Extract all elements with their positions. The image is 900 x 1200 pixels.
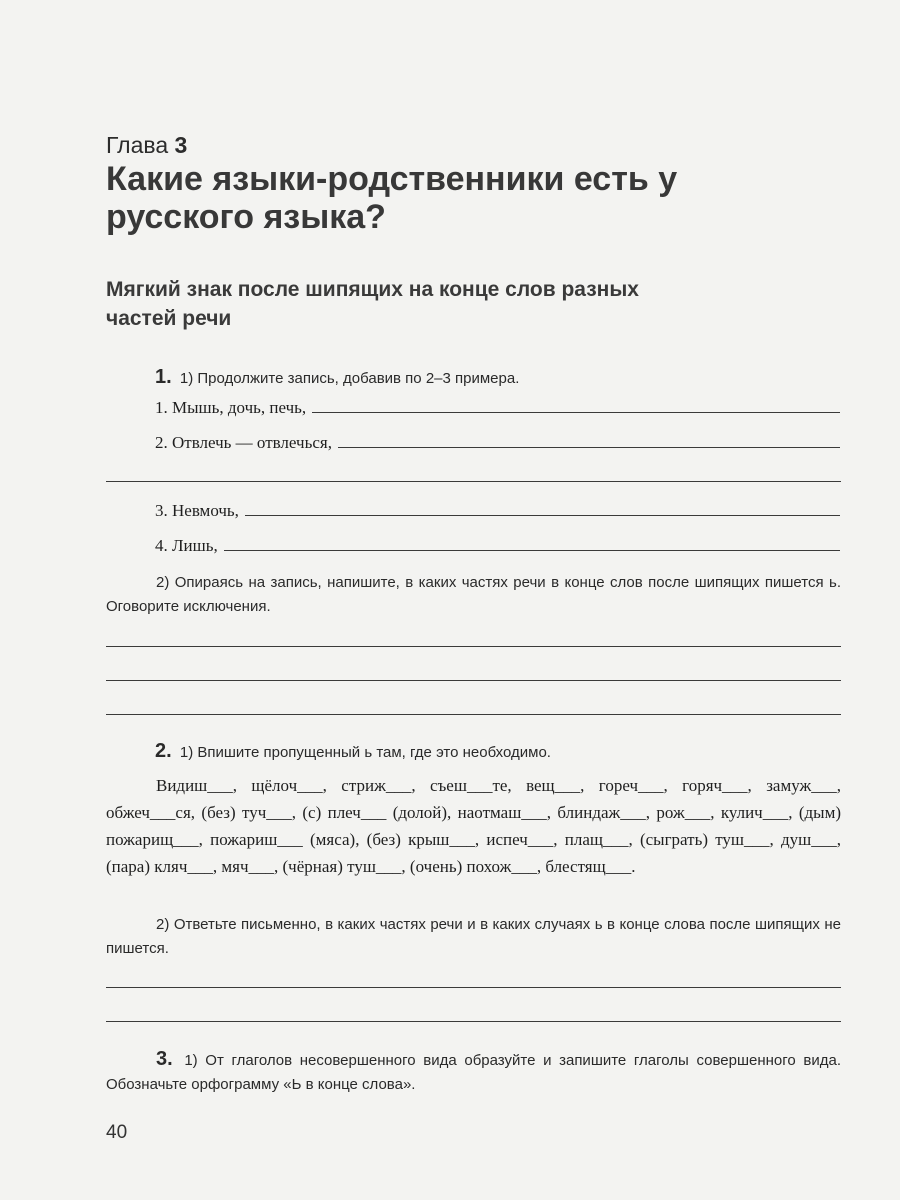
- chapter-heading: [106, 132, 187, 159]
- task-3: [106, 1047, 841, 1097]
- answer-line[interactable]: [106, 680, 841, 681]
- task-2-part-2: [106, 913, 841, 961]
- answer-line[interactable]: [106, 1021, 841, 1022]
- task-1-number: 1.: [155, 366, 172, 388]
- task-2-word-list: [106, 772, 841, 880]
- task-3-number: 3.: [156, 1048, 173, 1070]
- task-2-part-2-text: 2) Ответьте письменно, в каких частях речи и в каких случаях ь в конце слова после шипящих не пишется.: [106, 916, 841, 957]
- task-2-instruction: 1) Впишите пропущенный ь там, где это необходимо.: [179, 744, 551, 761]
- example-row-3: [155, 501, 840, 521]
- page-title: Какие языки-родственники есть у русского языка?: [106, 160, 678, 236]
- example-4-text: 4. Лишь,: [155, 536, 218, 555]
- task-1-instruction: 1) Продолжите запись, добавив по 2–3 примера.: [179, 370, 520, 387]
- task-1-part-2-text: 2) Опираясь на запись, напишите, в каких частях речи в конце слов после шипящих пишется ь. Оговорите исключения.: [106, 574, 841, 615]
- task-2-heading: [155, 740, 551, 763]
- answer-line[interactable]: [245, 501, 840, 516]
- answer-line[interactable]: [106, 646, 841, 647]
- task-3-text: 1) От глаголов несовершенного вида образуйте и запишите глаголы совершенного вида. Обозначьте орфограмму «Ь в конце слова».: [106, 1052, 841, 1093]
- answer-line[interactable]: [106, 481, 841, 482]
- answer-line[interactable]: [106, 714, 841, 715]
- answer-line[interactable]: [106, 987, 841, 988]
- answer-line[interactable]: [224, 536, 840, 551]
- task-2-words: Видиш___, щёлоч___, стриж___, съеш___те, вещ___, гореч___, горяч___, замуж___, обжеч___ся, (без) туч___, (с) плеч___ (долой), наотмаш___, блиндаж___, рож___, кулич___, (дым) пожарищ___, пожариш___ (мяса), (без) крыш___, испеч___, плащ___, (сыграть) туш___, душ___, (пара) кляч___, мяч___, (чёрная) туш___, (очень) похож___, блестящ___.: [106, 776, 841, 876]
- task-2-number: 2.: [155, 740, 172, 762]
- task-1-heading: [155, 366, 519, 389]
- chapter-number: 3: [174, 132, 188, 158]
- example-1-text: 1. Мышь, дочь, печь,: [155, 398, 307, 417]
- answer-line[interactable]: [312, 398, 840, 413]
- answer-line[interactable]: [338, 433, 840, 448]
- example-row-2: [155, 433, 840, 453]
- task-1-part-2: [106, 571, 841, 619]
- section-subtitle: Мягкий знак после шипящих на конце слов разных частей речи: [106, 278, 639, 330]
- example-row-4: [155, 536, 840, 556]
- example-3-text: 3. Невмочь,: [155, 501, 239, 520]
- chapter-label: Глава: [106, 132, 169, 158]
- page-number: 40: [106, 1122, 128, 1143]
- example-row-1: [155, 398, 840, 418]
- example-2-text: 2. Отвлечь — отвлечься,: [155, 433, 332, 452]
